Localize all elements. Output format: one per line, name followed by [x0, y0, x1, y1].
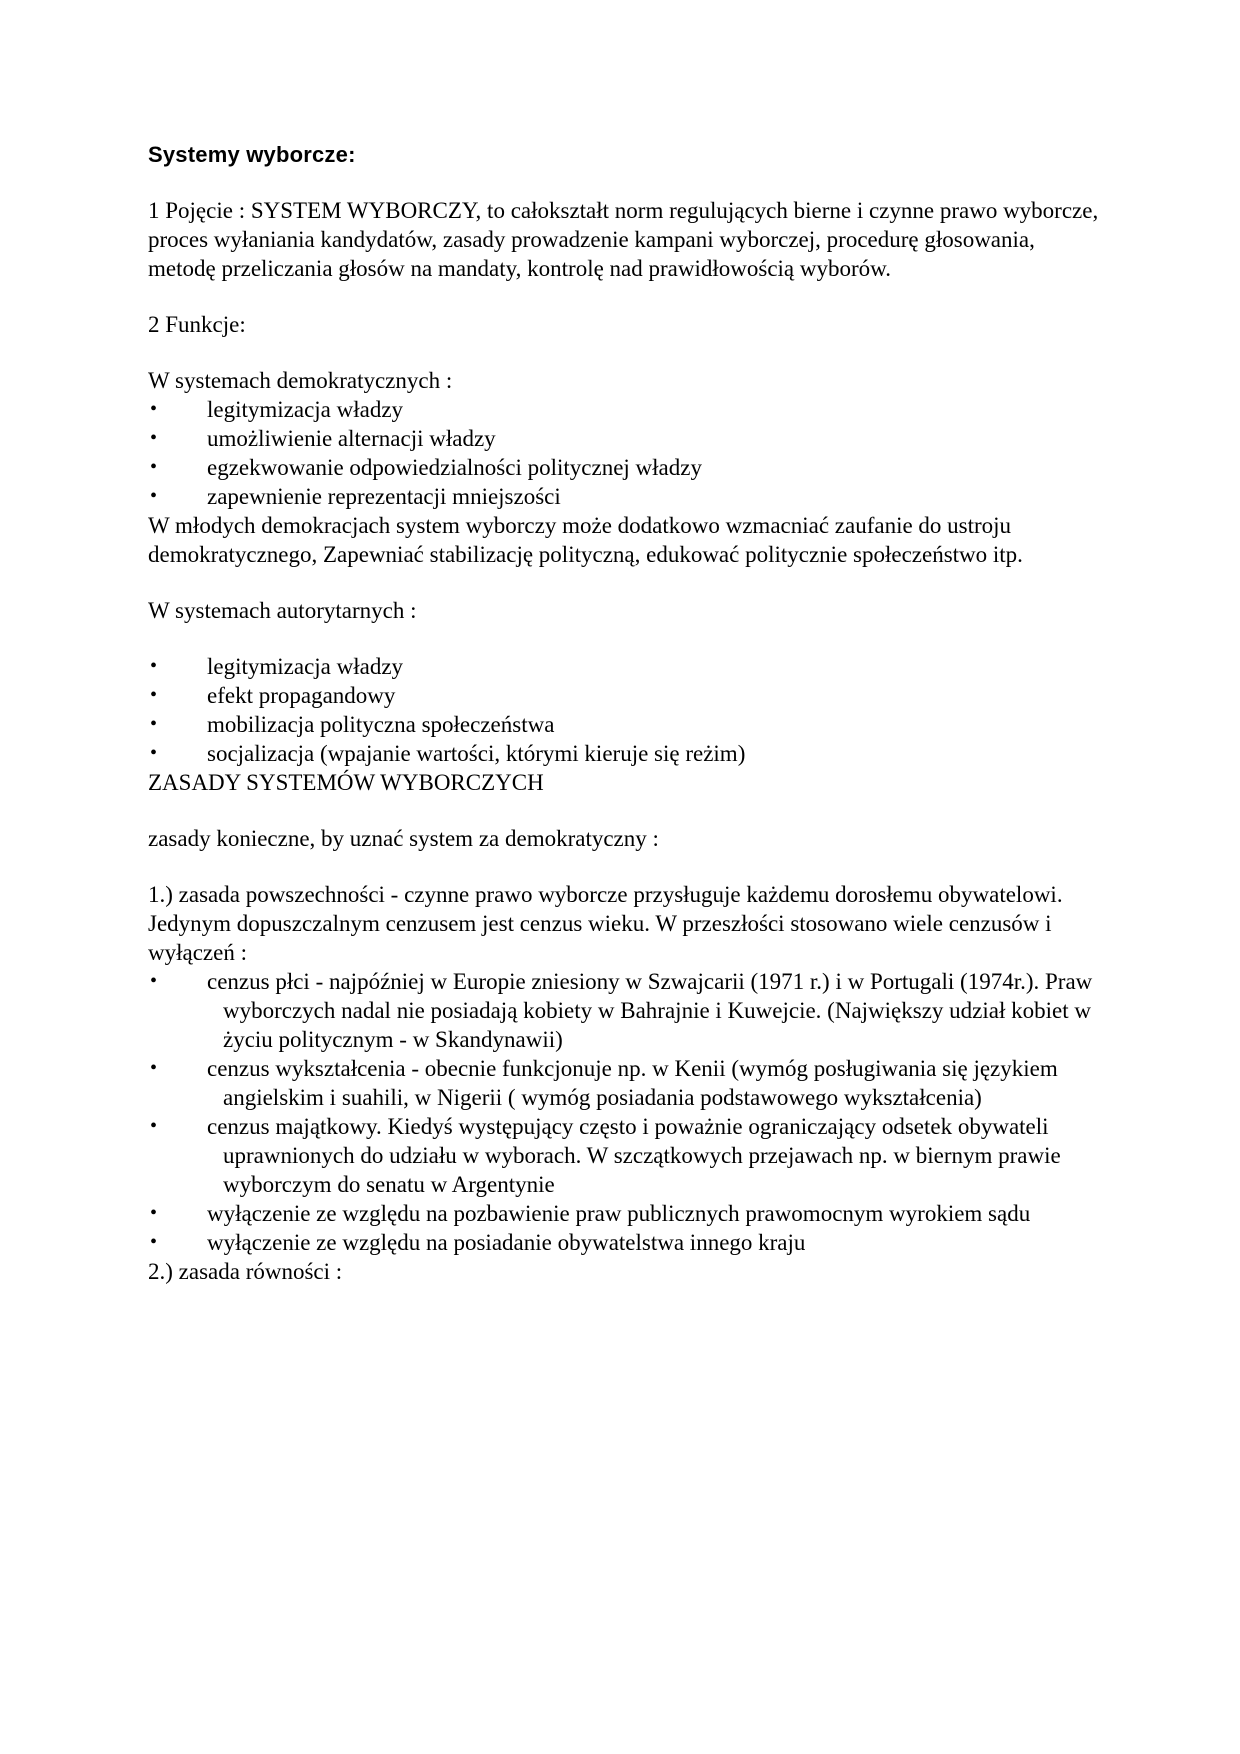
list-item: • zapewnienie reprezentacji mniejszości — [150, 484, 561, 509]
bullet-icon: • — [150, 655, 158, 677]
bullet-icon: • — [150, 684, 158, 706]
young-democracies-paragraph: W młodych demokracjach system wyborczy może dodatkowo wzmacniać zaufanie do ustroju demokratycznego, Zapewniać stabilizację polityczną, edukować politycznie społeczeństwo itp. — [148, 513, 1023, 567]
list-item: • efekt propagandowy — [150, 683, 396, 708]
democratic-systems-intro: W systemach demokratycznych : — [148, 368, 453, 393]
bullet-icon: • — [150, 1057, 158, 1079]
census-list — [148, 967, 1108, 1257]
bullet-icon: • — [150, 970, 158, 992]
list-item: • socjalizacja (wpajanie wartości, którymi kieruje się reżim) — [150, 741, 746, 766]
list-item: • cenzus płci - najpóźniej w Europie zniesiony w Szwajcarii (1971 r.) i w Portugali (1974r.). Praw wyborczych nadal nie posiadają kobiety w Bahrajnie i Kuwejcie. (Największy udział kobiet w życiu politycznym - w Skandynawii) — [150, 969, 1093, 1052]
list-item: • wyłączenie ze względu na pozbawienie praw publicznych prawomocnym wyrokiem sądu — [150, 1201, 1031, 1226]
document-title: Systemy wyborcze: — [148, 142, 356, 167]
bullet-icon: • — [150, 1202, 158, 1224]
definition-paragraph: 1 Pojęcie : SYSTEM WYBORCZY, to całokształt norm regulujących bierne i czynne prawo wyborcze, proces wyłaniania kandydatów, zasady prowadzenie kampani wyborczej, procedurę głosowania, metodę przeliczania głosów na mandaty, kontrolę nad prawidłowością wyborów. — [148, 198, 1099, 281]
bullet-icon: • — [150, 742, 158, 764]
bullet-icon: • — [150, 427, 158, 449]
authoritarian-systems-intro: W systemach autorytarnych : — [148, 598, 417, 623]
bullet-icon: • — [150, 1115, 158, 1137]
rules-intro: zasady konieczne, by uznać system za demokratyczny : — [148, 826, 659, 851]
bullet-icon: • — [150, 398, 158, 420]
rule-universality: 1.) zasada powszechności - czynne prawo wyborcze przysługuje każdemu dorosłemu obywatelowi. Jedynym dopuszczalnym cenzusem jest cenzus wieku. W przeszłości stosowano wiele cenzusów i wyłączeń : — [148, 882, 1063, 965]
democratic-functions-list — [148, 395, 1108, 511]
document-content — [148, 141, 1108, 1286]
bullet-icon: • — [150, 713, 158, 735]
bullet-icon: • — [150, 1231, 158, 1253]
functions-heading: 2 Funkcje: — [148, 312, 246, 337]
bullet-icon: • — [150, 456, 158, 478]
list-item: • wyłączenie ze względu na posiadanie obywatelstwa innego kraju — [150, 1230, 806, 1255]
list-item: • egzekwowanie odpowiedzialności politycznej władzy — [150, 455, 702, 480]
list-item: • legitymizacja władzy — [150, 654, 404, 679]
list-item: • cenzus wykształcenia - obecnie funkcjonuje np. w Kenii (wymóg posługiwania się językiem angielskim i suahili, w Nigerii ( wymóg posiadania podstawowego wykształcenia) — [150, 1056, 1058, 1110]
list-item: • umożliwienie alternacji władzy — [150, 426, 496, 451]
list-item: • cenzus majątkowy. Kiedyś występujący często i poważnie ograniczający odsetek obywateli uprawnionych do udziału w wyborach. W szczątkowych przejawach np. w biernym prawie wyborczym do senatu w Argentynie — [150, 1114, 1061, 1197]
bullet-icon: • — [150, 485, 158, 507]
authoritarian-functions-list — [148, 652, 1108, 768]
rule-equality: 2.) zasada równości : — [148, 1259, 343, 1284]
list-item: • legitymizacja władzy — [150, 397, 404, 422]
list-item: • mobilizacja polityczna społeczeństwa — [150, 712, 555, 737]
section-heading: ZASADY SYSTEMÓW WYBORCZYCH — [148, 770, 544, 795]
